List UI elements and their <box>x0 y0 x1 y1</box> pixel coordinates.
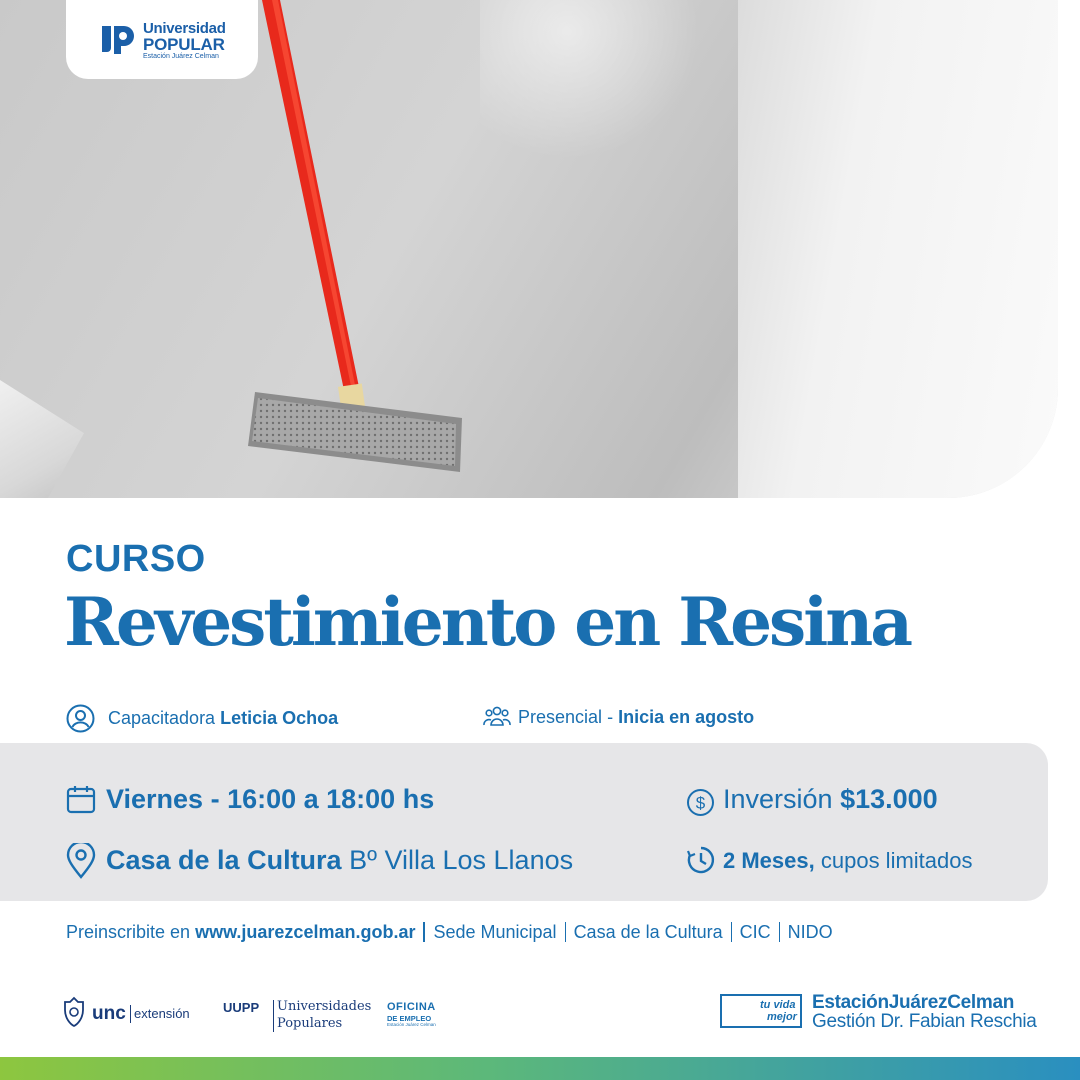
uupp-line2: Populares <box>277 1016 343 1031</box>
mode-info <box>518 707 754 728</box>
gestion-line: Gestión Dr. Fabian Reschia <box>812 1011 1037 1032</box>
place-nido: NIDO <box>787 922 833 942</box>
details-panel <box>0 743 1048 901</box>
universidad-popular-logo-icon <box>98 20 138 60</box>
tu-vida-line1: tu vida <box>760 999 796 1011</box>
day-time-text: Viernes - 16:00 a 18:00 hs <box>106 784 435 814</box>
separator <box>423 922 425 942</box>
venue <box>106 845 573 876</box>
separator <box>779 922 780 942</box>
mode-label: Presencial <box>518 707 603 727</box>
mode-separator: - <box>607 707 614 727</box>
instructor-prefix: Capacitadora <box>108 708 216 728</box>
duration-months: 2 Meses, <box>723 848 815 873</box>
duration <box>723 848 973 874</box>
registration-line <box>66 922 833 943</box>
estacion-juarez-celman-wordmark: EstaciónJuárezCelman <box>812 992 1015 1013</box>
oficina-line3: Estación Juárez Celman <box>387 1022 436 1027</box>
registration-url[interactable]: www.juarezcelman.gob.ar <box>195 922 416 942</box>
logo-text-estacion: Estación Juárez Celman <box>143 53 219 60</box>
venue-name: Casa de la Cultura <box>106 845 342 875</box>
schedule-day-time <box>106 784 434 815</box>
calendar-icon <box>66 784 96 814</box>
instructor-name: Leticia Ochoa <box>220 708 339 728</box>
location-pin-icon <box>66 843 96 879</box>
investment-value: $13.000 <box>840 784 938 814</box>
unc-divider <box>130 1005 131 1023</box>
unc-wordmark: unc <box>92 1003 126 1024</box>
separator <box>565 922 566 942</box>
group-icon <box>483 705 511 727</box>
venue-neighborhood: Bº Villa Los Llanos <box>349 845 574 875</box>
instructor-info <box>108 708 338 729</box>
dollar-circle-icon <box>686 788 715 817</box>
place-cic: CIC <box>739 922 771 942</box>
oficina-line2: DE EMPLEO <box>387 1014 432 1023</box>
course-title: Revestimiento en Resina <box>64 583 911 661</box>
investment-label: Inversión <box>723 784 833 814</box>
clock-icon <box>686 845 716 875</box>
uupp-line1: Universidades <box>277 999 372 1014</box>
separator <box>731 922 732 942</box>
place-casa: Casa de la Cultura <box>573 922 723 942</box>
logo-text-popular: POPULAR <box>143 35 225 54</box>
duration-note: cupos limitados <box>820 848 973 873</box>
svg-text:$: $ <box>695 793 706 813</box>
logo-text-universidad: Universidad <box>143 20 226 37</box>
course-label: CURSO <box>66 538 206 580</box>
uupp-divider <box>273 1000 274 1032</box>
start-date: Inicia en agosto <box>618 707 755 727</box>
unc-seal-icon <box>62 996 86 1028</box>
registration-prefix: Preinscribite en <box>66 922 191 942</box>
tu-vida-line2: mejor <box>767 1011 797 1023</box>
unc-extension: extensión <box>134 1006 190 1021</box>
place-sede: Sede Municipal <box>433 922 557 942</box>
uupp-wordmark: UUPP <box>223 1000 260 1015</box>
gradient-footer-bar <box>0 1057 1080 1080</box>
user-circle-icon <box>66 704 95 733</box>
investment <box>723 784 938 815</box>
oficina-line1: OFICINA <box>387 1001 436 1013</box>
